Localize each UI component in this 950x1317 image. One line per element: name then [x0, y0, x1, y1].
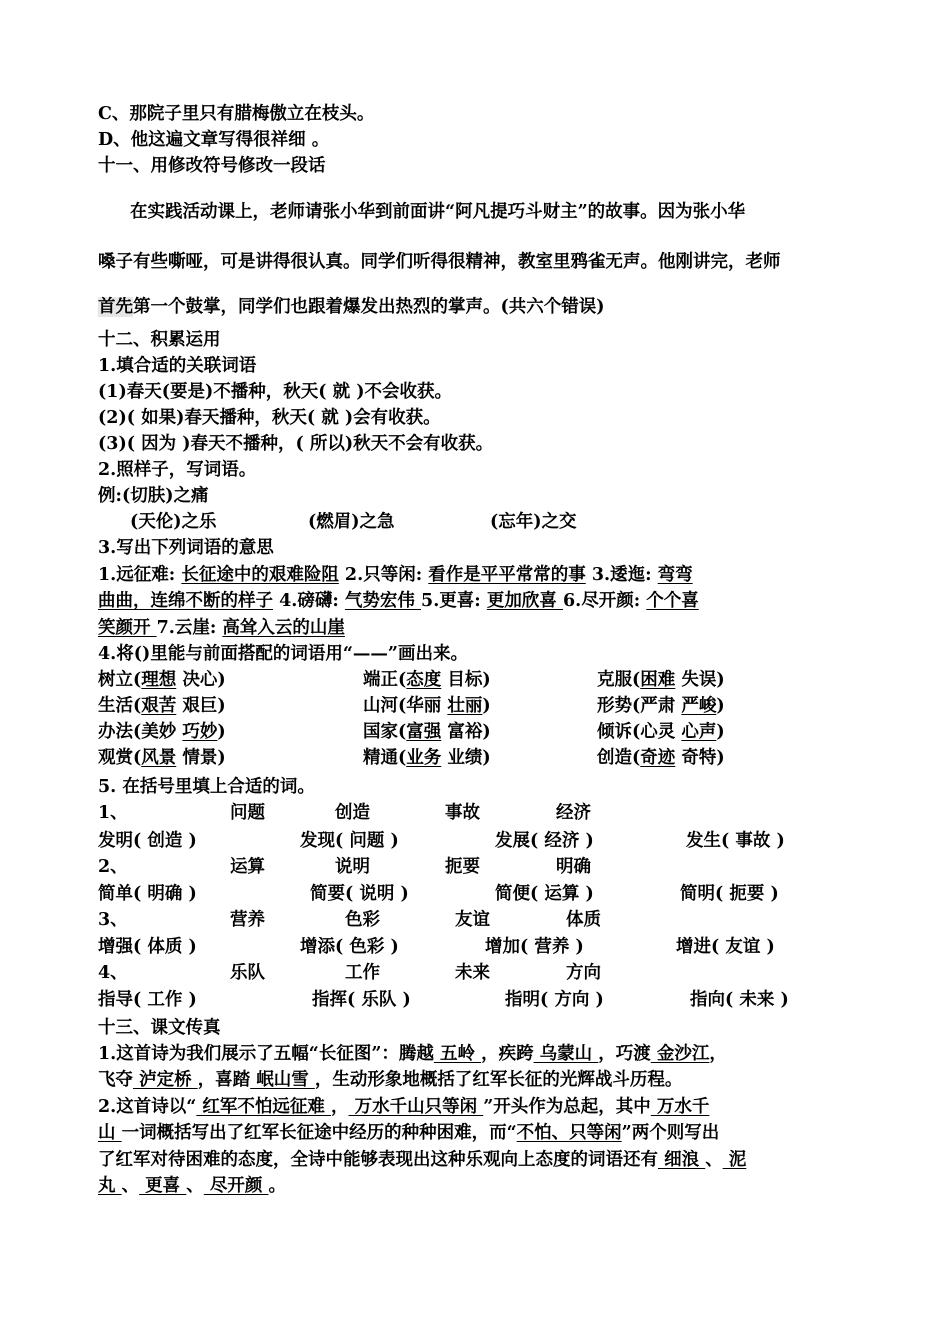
q4-cell: 山河(华丽 壮丽): [363, 696, 491, 716]
q4-cell: 精通(业务 业绩): [363, 748, 491, 768]
q4-cell: 倾诉(心灵 心声): [597, 722, 725, 742]
q4-cell: 生活(艰苦 艰巨): [98, 696, 226, 716]
q3-line-3: 笑颜开 7.云崖: 高耸入云的山崖: [98, 618, 345, 638]
q4-cell: 观赏(风景 情景): [98, 748, 226, 768]
option-c: C、那院子里只有腊梅傲立在枝头。: [98, 104, 375, 124]
question-1: 1.填合适的关联词语: [98, 356, 257, 376]
q4-cell: 形势(严肃 严峻): [597, 696, 725, 716]
q4-cell: 创造(奇迹 奇特): [597, 748, 725, 768]
paragraph-line-3: 首先第一个鼓掌，同学们也跟着爆发出热烈的掌声。(共六个错误): [98, 297, 605, 317]
q3-line-2: 曲曲，连绵不断的样子 4.磅礴: 气势宏伟 5.更喜: 更加欣喜 6.尽开颜: 个个喜: [98, 591, 699, 611]
paragraph-line-2: 嗓子有些嘶哑，可是讲得很认真。同学们听得很精神，教室里鸦雀无声。他刚讲完，老师: [98, 252, 781, 272]
option-d: D、他这遍文章写得很祥细 。: [98, 130, 330, 150]
question-5: 5. 在括号里填上合适的词。: [98, 777, 315, 797]
section-12-heading: 十二、积累运用: [98, 330, 221, 350]
q4-cell: 树立(理想 决心): [98, 670, 226, 690]
section-13-heading: 十三、课文传真: [98, 1018, 221, 1038]
q4-cell: 克服(困难 失误): [597, 670, 725, 690]
question-3: 3.写出下列词语的意思: [98, 538, 274, 558]
highlighted-word: 首先: [98, 297, 133, 317]
t1-line-2: 飞夺 泸定桥 ，喜踏 岷山雪 ，生动形象地概括了红军长征的光辉战斗历程。: [98, 1070, 683, 1090]
t2-line-1: 2.这首诗以“ 红军不怕远征难 ， 万水千山只等闲 ”开头作为总起，其中 万水千: [98, 1097, 710, 1117]
question-1c: (3)( 因为 )春天不播种，( 所以)秋天不会有收获。: [98, 434, 494, 454]
question-2-example: 例:(切肤)之痛: [98, 486, 209, 506]
question-1a: (1)春天(要是)不播种，秋天( 就 )不会收获。: [98, 382, 453, 402]
question-2: 2.照样子，写词语。: [98, 460, 257, 480]
section-11-heading: 十一、用修改符号修改一段话: [98, 156, 326, 176]
t2-line-3: 了红军对待困难的态度，全诗中能够表现出这种乐观向上态度的词语还有 细浪 、 泥: [98, 1150, 747, 1170]
q4-cell: 端正(态度 目标): [363, 670, 491, 690]
t2-line-4: 丸 、 更喜 、 尽开颜 。: [98, 1176, 286, 1196]
question-1b: (2)( 如果)春天播种，秋天( 就 )会有收获。: [98, 408, 441, 428]
question-4: 4.将()里能与前面搭配的词语用“——”画出来。: [98, 644, 468, 664]
answer-2c: (忘年)之交: [490, 512, 577, 532]
t2-line-2: 山 一词概括写出了红军长征途中经历的种种困难，而“不怕、只等闲”两个则写出: [98, 1123, 720, 1143]
q3-line-1: 1.远征难: 长征途中的艰难险阻 2.只等闲: 看作是平平常常的事 3.逶迤: 弯弯: [98, 565, 693, 585]
answer-2b: (燃眉)之急: [308, 512, 395, 532]
paragraph-line-1: 在实践活动课上，老师请张小华到前面讲“阿凡提巧斗财主”的故事。因为张小华: [130, 202, 746, 222]
q4-cell: 办法(美妙 巧妙): [98, 722, 226, 742]
t1-line-1: 1.这首诗为我们展示了五幅“长征图”：腾越 五岭 ，疾跨 乌蒙山 ，巧渡 金沙江，: [98, 1044, 727, 1064]
q4-cell: 国家(富强 富裕): [363, 722, 491, 742]
answer-2a: (天伦)之乐: [130, 512, 217, 532]
document-page: C、那院子里只有腊梅傲立在枝头。 D、他这遍文章写得很祥细 。 十一、用修改符号修改一段话 在实践活动课上，老师请张小华到前面讲“阿凡提巧斗财主”的故事。因为张小华 嗓子有些嘶哑，可是讲得很认真。同学们听得很精神，教室里鸦雀无声。他刚讲完，老师 首先第一个鼓掌，同学们也跟着爆发出热烈的掌声。(共六个错误) 十二、积累运用 1.填合适的关联词语 (1)春天(要是)不播种，秋天( 就 )不会收获。 (2)( 如果)春天播种，秋天( 就 )会有收获。 (3)( 因为 )春天不播种，( 所以)秋天不会有收获。 2.照样子，写词语。 例:(切肤)之痛 (天伦)之乐 (燃眉)之急 (忘年)之交 3.写出下列词语的意思 1.远征难: 长征途中的艰难险阻 2.只等闲: 看作是平平常常的事 3.逶迤: 弯弯 曲曲，连绵不断的样子 4.磅礴: 气势宏伟 5.更喜: 更加欣喜 6.尽开颜: 个个喜 笑颜开 7.云崖: 高耸入云的山崖 4.将()里能与前面搭配的词语用“——”画出来。 树立(理想 决心) 端正(态度 目标) 克服(困难 失误) 生活(艰苦 艰巨) 山河(华丽 壮丽) 形势(严肃 严峻) 办法(美妙 巧妙) 国家(富强 富裕) 倾诉(心灵 心声) 观赏(风景 情景) 精通(业务 业绩) 创造(奇迹 奇特) 5. 在括号里填上合适的词。 1、 问题 创造 事故 经济 发明( 创造 ) 发现( 问题 ) 发展( 经济 ) 发生( 事故 ) 2、 运算 说明 扼要 明确 简单( 明确 ) 简要( 说明 ) 简便( 运算 ) 简明( 扼要 ) 3、 营养 色彩 友谊 体质 增强( 体质 ) 增添( 色彩 ) 增加( 营养 ) 增进( 友谊 ) 4、 乐队 工作 未来 方向 指导( 工作 ) 指挥( 乐队 ) 指明( 方向 ) 指向( 未来 ) 十三、课文传真 1.这首诗为我们展示了五幅“长征图”：腾越 五岭 ，疾跨 乌蒙山 ，巧渡 金沙江， 飞夺 泸定桥 ，喜踏 岷山雪 ，生动形象地概括了红军长征的光辉战斗历程。 2.这首诗以“ 红军不怕远征难 ， 万水千山只等闲 ”开头作为总起，其中 万水千 山 一词概括写出了红军长征途中经历的种种困难，而“不怕、只等闲”两个则写出 了红军对待困难的态度，全诗中能够表现出这种乐观向上态度的词语还有 细浪 、 泥 丸 、 更喜 、 尽开颜 。: [98, 104, 789, 1196]
